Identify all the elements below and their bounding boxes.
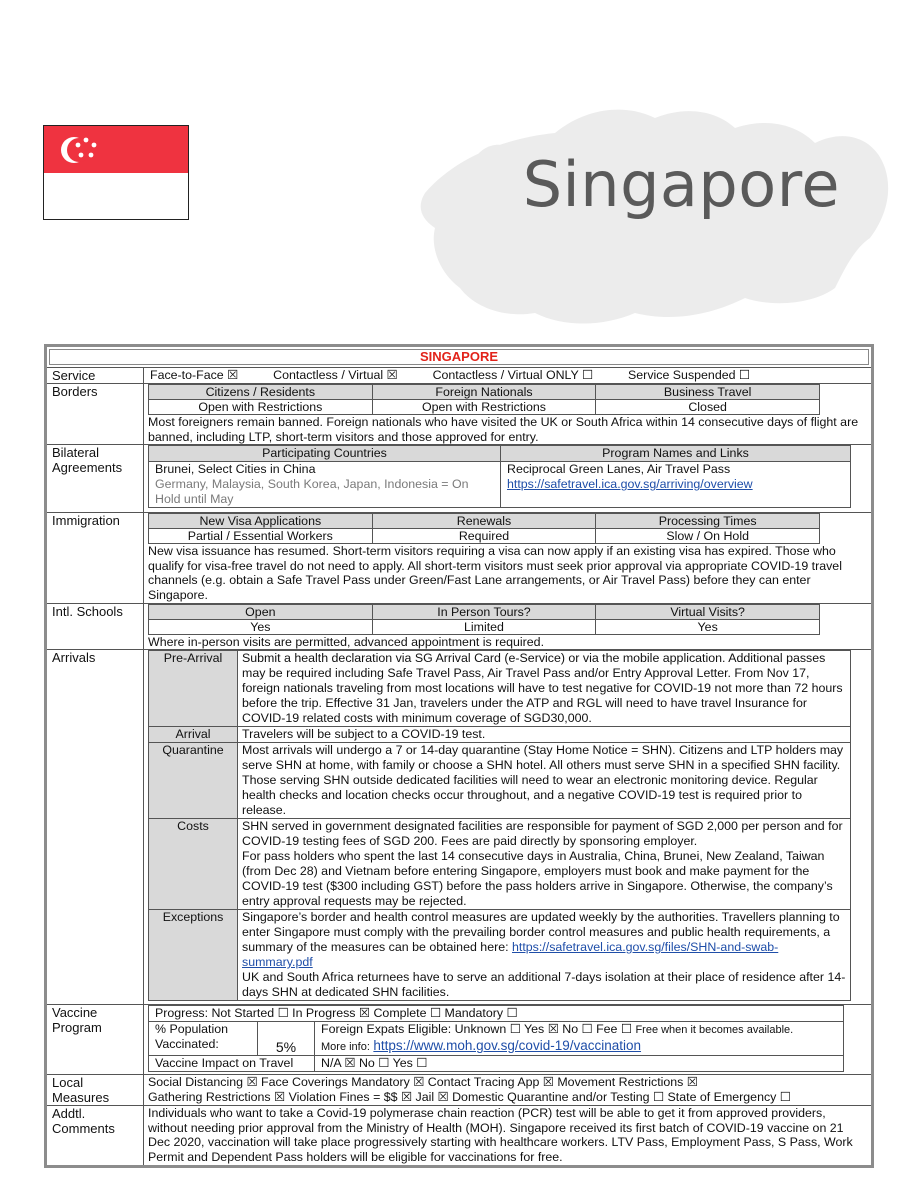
costs-text: For pass holders who spent the last 14 consecutive days in Australia, China, Brunei, New Zealand, Taiwan (from Dec 28) and Vietnam before entering Singapore, employers must book and make payment for the COVID-19 test ($300 including GST) before the pass holders arrive in Singapore. Otherwise, the company’s entry approval requests may be rejected. xyxy=(242,849,833,909)
vaccine-progress: Progress: Not Started ☐ In Progress ☒ Complete ☐ Mandatory ☐ xyxy=(149,1006,844,1022)
table-cell: Yes xyxy=(596,619,820,634)
local-measures-line: Social Distancing ☒ Face Coverings Mandatory ☒ Contact Tracing App ☒ Movement Restrictions ☒ xyxy=(148,1075,698,1090)
more-info-link[interactable]: https://www.moh.gov.sg/covid-19/vaccination xyxy=(373,1038,642,1054)
arrival-key: Arrival xyxy=(149,727,238,743)
vaccine-label: Vaccine xyxy=(52,1005,98,1021)
local-label: Measures xyxy=(52,1090,110,1106)
impact-label: Vaccine Impact on Travel xyxy=(149,1056,315,1072)
arrivals-row xyxy=(47,649,871,1004)
expats-note: Free when it becomes available. xyxy=(635,1024,794,1037)
countries-active: Brunei, Select Cities in China xyxy=(155,462,316,477)
expats-eligibility: Foreign Expats Eligible: Unknown ☐ Yes ☒ No ☐ Fee ☐ xyxy=(321,1022,632,1037)
quarantine-key: Quarantine xyxy=(149,743,238,819)
pre-arrival-text: Submit a health declaration via SG Arrival Card (e-Service) or via the mobile application. Additional passes may be required including Safe Travel Pass, Air Travel Pass and/or Entry Approval Letter. From Nov 17, foreign nationals traveling from most locations will have to test negative for COVID-19 not more than 72 hours before the trip. Effective 31 Jan, travelers under the ATP and RGL will need to have travel Insurance for COVID-19 related costs with minimum coverage of SGD30,000. xyxy=(238,651,851,727)
table-header: Citizens / Residents xyxy=(149,385,373,400)
table-header: In Person Tours? xyxy=(372,604,596,619)
arrivals-label: Arrivals xyxy=(47,650,144,1004)
exceptions-text: Singapore’s border and health control measures are updated weekly by the authorities. Travellers planning to enter Singapore must comply with the prevailing border control measures and public health requirements, a summary of the measures can be obtained here: xyxy=(242,910,840,955)
local-label: Local xyxy=(52,1075,84,1091)
service-row xyxy=(47,367,871,383)
schools-label: Intl. Schools xyxy=(47,604,144,650)
impact-value: N/A ☒ No ☐ Yes ☐ xyxy=(315,1056,844,1072)
table-header: Program Names and Links xyxy=(501,446,851,462)
table-header: Renewals xyxy=(372,514,596,529)
table-header: Open xyxy=(149,604,373,619)
exceptions-text: UK and South Africa returnees have to serve an additional 7-days isolation at their place of residence after 14-days SHN at dedicated SHN facilities. xyxy=(242,970,846,1000)
program-link[interactable]: https://safetravel.ica.gov.sg/arriving/overview xyxy=(507,477,753,492)
comments-text: Individuals who want to take a Covid-19 polymerase chain reaction (PCR) test will be able to get it from approved providers, without needing prior approval from the Ministry of Health (MOH). Singapore received its first batch of COVID-19 vaccine on 21 Dec 2020, vaccination will take place progressively starting with healthcare workers. LTV Pass, Employment Pass, S Pass, Work Permit and Dependent Pass holders will be eligible for vaccinations for free. xyxy=(148,1106,853,1164)
table-header: Virtual Visits? xyxy=(596,604,820,619)
vaccine-table xyxy=(148,1005,844,1072)
service-option: Contactless / Virtual ☒ xyxy=(273,368,398,382)
borders-note: Most foreigners remain banned. Foreign nationals who have visited the UK or South Africa within 14 consecutive days of flight are banned, including LTP, short-term visitors and those approved for entry. xyxy=(148,415,859,444)
countries-on-hold: Germany, Malaysia, South Korea, Japan, Indonesia = On Hold until May xyxy=(155,477,469,507)
pre-arrival-key: Pre-Arrival xyxy=(149,651,238,727)
singapore-flag xyxy=(43,125,189,220)
local-measures-line: Gathering Restrictions ☒ Violation Fines = $$ ☒ Jail ☒ Domestic Quarantine and/or Testing ☐ State of Emergency ☐ xyxy=(148,1089,791,1104)
more-info-label: More info: xyxy=(321,1041,370,1054)
program-names: Reciprocal Green Lanes, Air Travel Pass xyxy=(507,462,731,477)
crescent-stars-icon xyxy=(58,132,108,168)
bilateral-table xyxy=(148,445,851,508)
vaccine-label: Program xyxy=(52,1020,102,1036)
pct-label: Vaccinated: xyxy=(155,1037,219,1052)
sheet-header: SINGAPORE xyxy=(49,349,869,365)
local-row xyxy=(47,1074,871,1105)
comments-label: Comments xyxy=(52,1121,115,1137)
table-cell: Required xyxy=(372,529,596,544)
table-cell: Limited xyxy=(372,619,596,634)
table-cell: Open with Restrictions xyxy=(372,400,596,415)
pct-label: % Population xyxy=(155,1022,229,1037)
comments-label: Addtl. xyxy=(52,1106,86,1122)
table-cell: Slow / On Hold xyxy=(596,529,820,544)
quarantine-text: Most arrivals will undergo a 7 or 14-day quarantine (Stay Home Notice = SHN). Citizens and LTP holders may serve SHN at home, with family or choose a SHN hotel. All others must serve SHN in a specified SHN facility. Those serving SHN outside dedicated facilities will need to wear an electronic monitoring device. Regular health checks and location checks occur throughout, and a negative COVID-19 test is required prior to release. xyxy=(238,743,851,819)
table-header: Business Travel xyxy=(596,385,820,400)
table-header: Participating Countries xyxy=(149,446,501,462)
page-title: Singapore xyxy=(522,148,840,221)
bilateral-label: Bilateral xyxy=(52,445,99,461)
immigration-table xyxy=(148,513,820,544)
bilateral-label: Agreements xyxy=(52,460,123,476)
exceptions-key: Exceptions xyxy=(149,910,238,1001)
schools-row xyxy=(47,603,871,650)
exceptions-link[interactable]: https://safetravel.ica.gov.sg/files/SHN-and-swab-summary.pdf xyxy=(242,940,779,970)
table-header: Foreign Nationals xyxy=(372,385,596,400)
service-label: Service xyxy=(47,368,144,383)
bilateral-row xyxy=(47,444,871,512)
arrival-text: Travelers will be subject to a COVID-19 test. xyxy=(238,727,851,743)
immigration-note: New visa issuance has resumed. Short-term visitors requiring a visa can now apply if an existing visa has expired. Those who qualify for visa-free travel do not need to apply. All short-term visitors must seek prior approval via appropriate COVID-19 travel channels (e.g. obtain a Safe Travel Pass under Green/Fast Lane arrangements, or Air Travel Pass) before they can enter Singapore. xyxy=(148,544,842,602)
country-info-sheet xyxy=(44,344,874,1168)
vaccine-row xyxy=(47,1004,871,1074)
immigration-row xyxy=(47,512,871,602)
service-option: Service Suspended ☐ xyxy=(628,368,751,382)
schools-table xyxy=(148,604,820,635)
schools-note: Where in-person visits are permitted, advanced appointment is required. xyxy=(148,634,545,649)
immigration-label: Immigration xyxy=(47,513,144,602)
costs-text: SHN served in government designated facilities are responsible for payment of SGD 2,000 per person and for COVID-19 testing fees of SGD 200. Fees are paid directly by sponsoring employer. xyxy=(242,819,843,849)
arrivals-table xyxy=(148,650,851,1001)
comments-row xyxy=(47,1105,871,1164)
table-cell: Yes xyxy=(149,619,373,634)
pct-value: 5% xyxy=(258,1022,315,1056)
service-option: Contactless / Virtual ONLY ☐ xyxy=(432,368,594,382)
table-header: New Visa Applications xyxy=(149,514,373,529)
table-cell: Open with Restrictions xyxy=(149,400,373,415)
borders-table xyxy=(148,384,820,415)
table-header: Processing Times xyxy=(596,514,820,529)
service-option: Face-to-Face ☒ xyxy=(150,368,239,382)
table-cell: Closed xyxy=(596,400,820,415)
table-cell: Partial / Essential Workers xyxy=(149,529,373,544)
borders-row xyxy=(47,383,871,444)
borders-label: Borders xyxy=(47,384,144,444)
costs-key: Costs xyxy=(149,819,238,910)
